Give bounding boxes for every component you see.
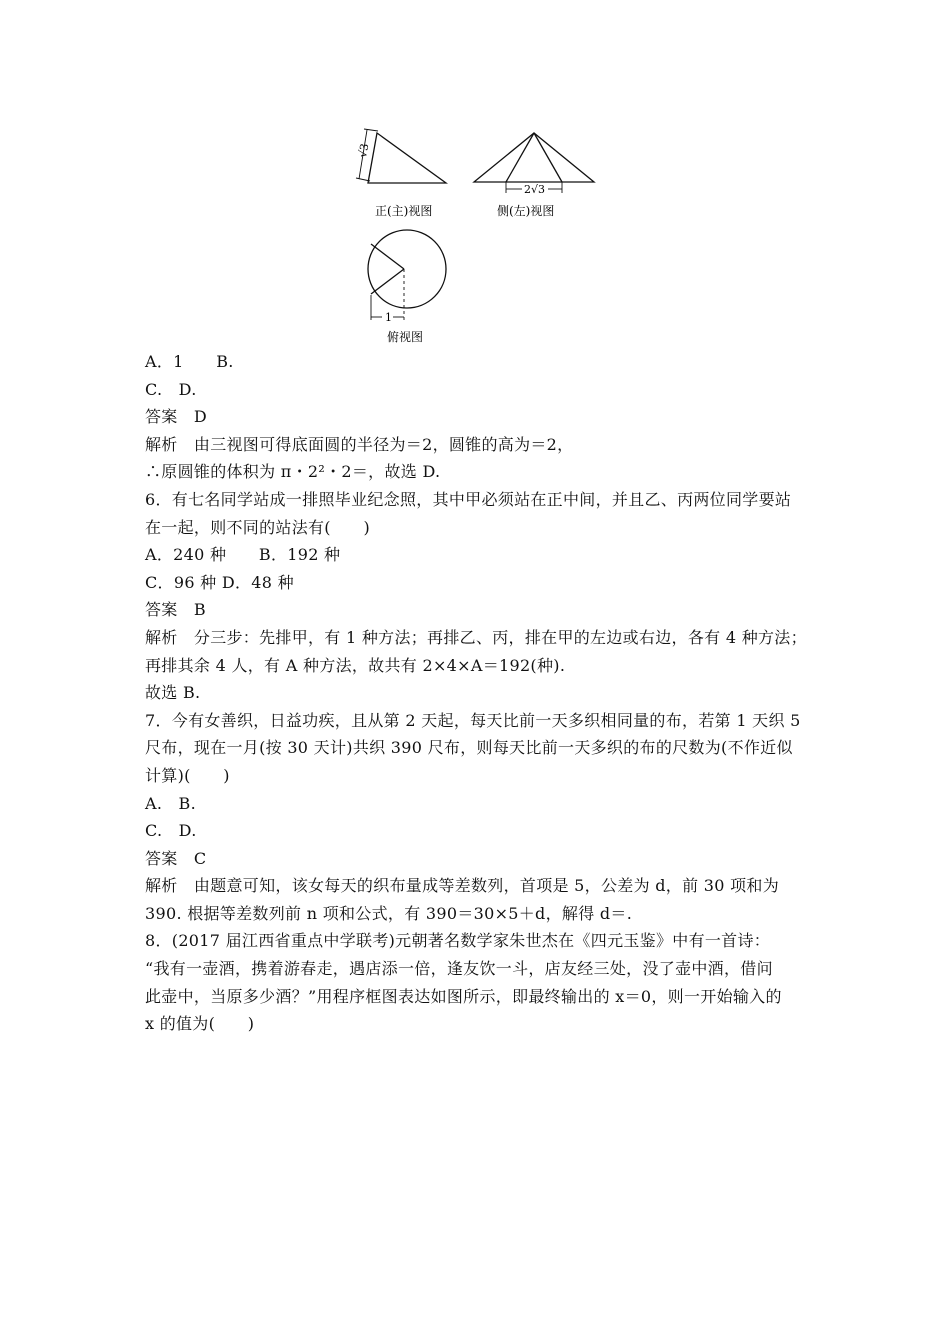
text-line: 解析 由三视图可得底面圆的半径为＝2，圆锥的高为＝2， [145, 434, 574, 454]
text-line: 再排其余 4 人，有 A 种方法，故共有 2×4×A＝192(种). [145, 655, 566, 675]
text-line: A. B. [145, 793, 196, 813]
front-view-label: 正(主)视图 [375, 204, 433, 218]
side-view-outer-triangle [474, 133, 594, 182]
side-dim-text: 2√3 [524, 183, 546, 196]
front-view [356, 129, 446, 183]
text-line: C. D. [145, 379, 197, 399]
text-line: 6．有七名同学站成一排照毕业纪念照，其中甲必须站在正中间，并且乙、丙两位同学要站 [145, 489, 792, 509]
text-line: 计算)( ) [145, 765, 230, 785]
front-view-triangle [368, 133, 446, 183]
text-line: A．240 种 B．192 种 [145, 545, 341, 565]
text-line: 7．今有女善织，日益功疾，且从第 2 天起，每天比前一天多织相同量的布，若第 1 天织 5 [145, 710, 801, 730]
text-line: C．96 种 D．48 种 [145, 572, 294, 592]
three-view-figure [0, 0, 950, 350]
side-view-inner-edge-right [534, 133, 562, 182]
text-line: 解析 由题意可知，该女每天的织布量成等差数列，首项是 5，公差为 d，前 30 项和为 [145, 876, 780, 896]
top-view [368, 230, 446, 320]
text-line: 在一起，则不同的站法有( ) [145, 517, 370, 537]
text-line: x 的值为( ) [145, 1014, 255, 1034]
text-line: 8．(2017 届江西省重点中学联考)元朝著名数学家朱世杰在《四元玉鉴》中有一首诗： [145, 931, 771, 951]
top-view-edge-lower [371, 269, 404, 294]
document-text [145, 348, 810, 1038]
text-line: 答案 C [145, 848, 207, 868]
text-line: C. D. [145, 821, 197, 841]
side-view-label: 侧(左)视图 [497, 204, 555, 218]
text-line: 答案 D [145, 407, 208, 427]
front-dim-text: √3 [356, 142, 372, 159]
text-line: 尺布，现在一月(按 30 天计)共织 390 尺布，则每天比前一天多织的布的尺数为(不作近似 [145, 738, 793, 758]
text-line: ∴原圆锥的体积为 π・2²・2＝，故选 D. [145, 462, 441, 482]
text-line: 故选 B. [145, 683, 201, 703]
top-view-edge-upper [371, 244, 404, 269]
text-line: 此壶中，当原多少酒？”用程序框图表达如图所示，即最终输出的 x＝0，则一开始输入的 [145, 986, 782, 1006]
text-line: 390. 根据等差数列前 n 项和公式，有 390＝30×5＋d，解得 d＝. [145, 903, 633, 923]
top-view-circle [368, 230, 446, 308]
text-line: A．1 B. [145, 352, 234, 371]
side-view-inner-edge-left [506, 133, 534, 182]
text-line: 解析 分三步：先排甲，有 1 种方法；再排乙、丙，排在甲的左边或右边，各有 4 种方法； [145, 627, 807, 647]
text-line: 答案 B [145, 600, 206, 620]
top-dim-text: 1 [385, 311, 392, 324]
top-view-label: 俯视图 [387, 330, 424, 344]
text-line: “我有一壶酒，携着游春走，遇店添一倍，逢友饮一斗，店友经三处，没了壶中酒，借问 [145, 959, 773, 979]
